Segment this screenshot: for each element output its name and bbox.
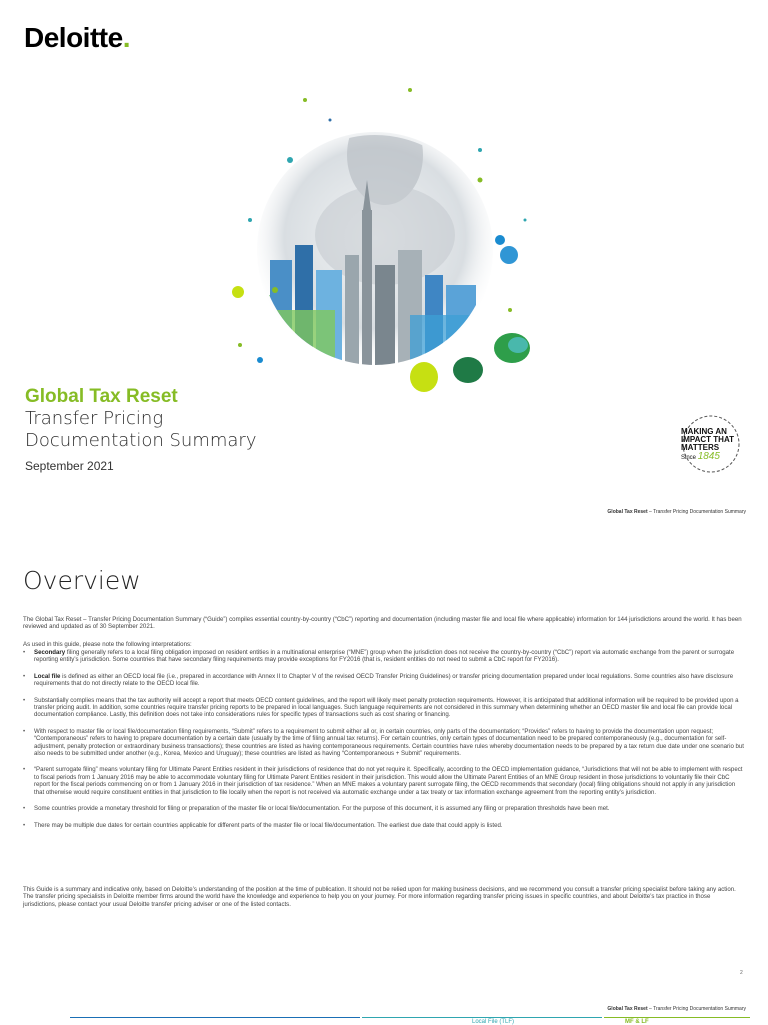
list-item <box>23 673 745 688</box>
running-header-rest: – Transfer Pricing Documentation Summary <box>647 1006 746 1012</box>
page-title: Overview <box>23 566 141 595</box>
list-item <box>23 805 745 812</box>
list-item <box>23 766 745 796</box>
list-item-text: With respect to master file or local file/documentation filing requirements, “Submit” refers to a requirement to submit either all or, in certain countries, only parts of the documentation; “Provides” refers to having to provide the documentation upon request; “Contemporaneous” refers to having to prepare documentation by a certain date (usually by the time of filing annual tax returns). For certain countries, only certain types of documentation need to be prepared contemporaneously (e.g., documentation for self-adjustment, penalty protection or extraordinary business transactions); these countries are listed as having contemporaneous requirements. Certain countries have rules whereby documentation needs to be prepared by a tax return due date under one scenario but also needs to be submitted under another (e.g., Korea, Mexico and Uruguay); these countries are listed as having “Contemporaneous + Submit” requirements. <box>34 727 744 758</box>
cover-illustration <box>180 60 580 410</box>
deloitte-logo <box>24 22 130 54</box>
interpretations-list <box>23 649 745 838</box>
list-item <box>23 822 745 829</box>
cover-date: September 2021 <box>25 459 114 473</box>
list-item <box>23 649 745 664</box>
tab-rule-blue <box>70 1017 360 1018</box>
list-item-text: is defined as either an OECD local file (i.e., prepared in accordance with Annex II to Chapter V of the revised OECD Transfer Pricing Guidelines) or transfer pricing documentation prepared under local regulations. Some countries also have disclosure requirements that do not directly relate to the OECD local file. <box>34 672 734 688</box>
intro-paragraph: The Global Tax Reset – Transfer Pricing Documentation Summary (“Guide”) compiles essential country-by-country (“CbC”) reporting and documentation (including master file and local file where applicable) information for 144 jurisdictions around the world. It has been reviewed and updated as of 30 September 2021. <box>23 616 742 631</box>
cover-subtitle-line1: Transfer Pricing <box>25 408 164 429</box>
logo-text: Deloitte <box>24 22 123 53</box>
badge-line3: MATTERS <box>681 443 720 452</box>
cover-subtitle-line2: Documentation Summary <box>25 430 257 451</box>
list-item-text: “Parent surrogate filing” means voluntary filing for Ultimate Parent Entities resident in their jurisdictions of residence that do not yet require it. Specifically, according to the OECD implementation guidance, “Jurisdictions that will not be able to implement with respect to fiscal periods from 1 January 2016 may be able to accommodate voluntary filing for Ultimate Parent Entities resident in their jurisdiction. This would allow the Ultimate Parent Entities of an MNE Group resident in those jurisdictions to voluntarily file their CbC report for the fiscal periods commencing on or from 1 January 2016 in their jurisdiction of tax residence.” When an MNE makes a voluntary parent surrogate filing, the OECD recommends that secondary (local) filing obligations should not apply in any jurisdiction that otherwise would require constituent entities in that jurisdiction to file locally when the report is not received via automatic exchange under a tax treaty or tax information exchange agreement from the reporting entity’s jurisdiction. <box>34 766 743 796</box>
badge-year: 1845 <box>697 451 720 462</box>
list-item <box>23 728 745 758</box>
tab-rule-green <box>604 1017 750 1018</box>
closing-paragraph: This Guide is a summary and indicative only, based on Deloitte’s understanding of the position at the time of publication. It should not be relied upon for making business decisions, and we recommend you consult a transfer pricing specialist before taking any action. The transfer pricing specialists in Deloitte member firms around the world have the knowledge and experience to help you on your journey. For more information regarding transfer pricing issues in specific countries, and about Deloitte’s tax practice in those jurisdictions, please contact your usual Deloitte transfer pricing adviser or one of the listed contacts. <box>23 886 736 908</box>
tab-rule-teal <box>362 1017 602 1018</box>
list-item-text: Some countries provide a monetary threshold for filing or preparation of the master file or local file/documentation. For the purpose of this document, it is assumed any filing or preparation thresholds have been met. <box>34 805 610 813</box>
list-item-text: filing generally refers to a local filing obligation imposed on resident entities in a multinational enterprise (“MNE”) group when the jurisdiction does not receive the country-by-country (“CbC”) report via automatic exchange from the parent or surrogate reporting entity’s jurisdiction. Some countries that have secondary filing requirements may provide exceptions for FY2016 (that is, resident entities do not need to submit a CbC report for FY2016). <box>34 649 735 664</box>
badge-line2: IMPACT THAT <box>681 435 735 444</box>
next-page-tab-strip <box>70 1017 750 1024</box>
running-header <box>607 509 746 515</box>
list-item-text: Substantially complies means that the tax authority will accept a report that meets OECD content guidelines, and the report will likely meet penalty protection requirements. However, it is anticipated that additional information will be required to be provided upon a transfer pricing audit. In addition, some countries require transfer pricing reports to be prepared in local languages. Such language requirements are not considered in this summary when determining whether an OECD master file and local file can provide local documentation compliance. Lastly, this definition does not take into considerations rules for specific types of transactions such as cost sharing or financing. <box>34 696 739 719</box>
running-header-next <box>607 1006 746 1012</box>
tab-local-file[interactable]: Local File (TLF) <box>472 1019 515 1025</box>
cover-title: Global Tax Reset <box>25 386 178 407</box>
running-header-rest: – Transfer Pricing Documentation Summary <box>647 509 746 515</box>
page-number: 2 <box>740 970 743 976</box>
list-item-text: There may be multiple due dates for certain countries applicable for different parts of the master file or local file/documentation. The earliest due date that could apply is listed. <box>34 821 503 829</box>
logo-dot: . <box>122 22 130 53</box>
list-item-term: Secondary <box>34 649 66 656</box>
running-header-bold: Global Tax Reset <box>607 509 648 515</box>
list-item-term: Local file <box>34 672 61 680</box>
interpretations-lead: As used in this guide, please note the following interpretations: <box>23 641 192 648</box>
running-header-bold: Global Tax Reset <box>607 1006 648 1012</box>
badge-since: Since <box>681 455 697 461</box>
list-item <box>23 697 745 719</box>
badge-line1: MAKING AN <box>681 427 727 436</box>
impact-badge <box>678 428 743 462</box>
tab-mf-lf[interactable]: MF & LF <box>625 1019 649 1025</box>
